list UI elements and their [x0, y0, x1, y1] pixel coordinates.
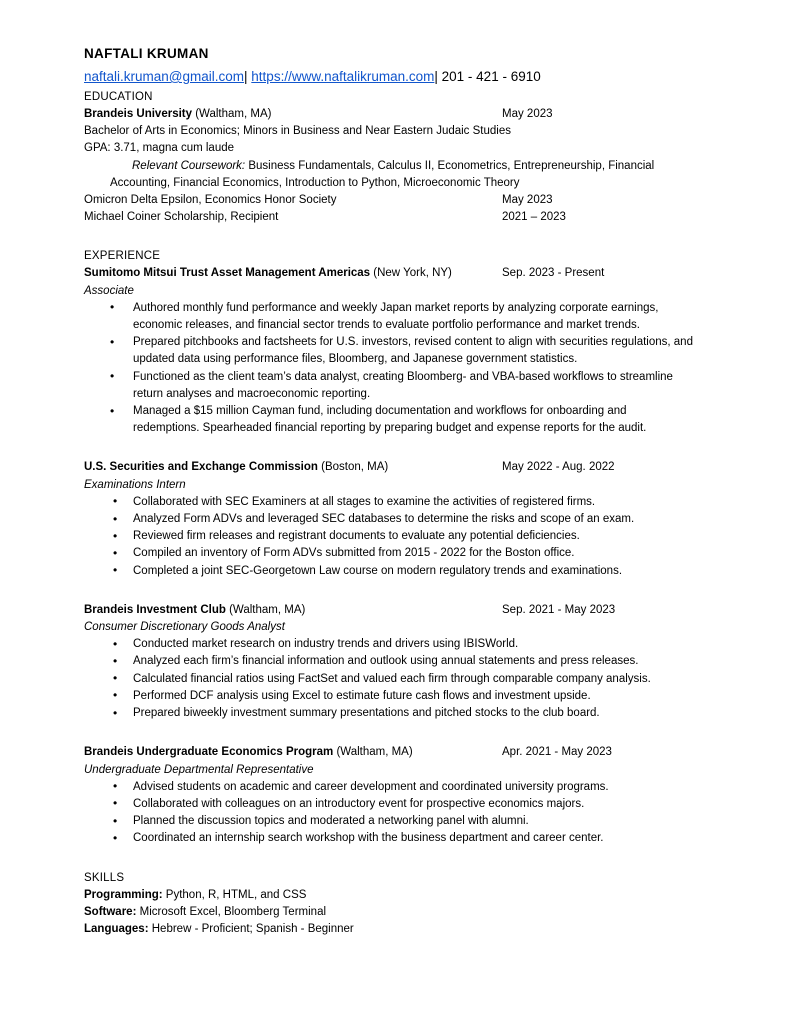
job-date: Sep. 2021 - May 2023: [502, 603, 616, 616]
list-item: • Analyzed Form ADVs and leveraged SEC databases to determine the risks and scope of an exam.: [84, 511, 695, 528]
list-item: • Coordinated an internship search workshop with the business department and career center.: [84, 830, 695, 847]
job-bullet-list: [84, 300, 695, 438]
job-title: Associate: [84, 284, 134, 297]
gpa-text: GPA: 3.71, magna cum laude: [84, 142, 235, 155]
spacer: [84, 437, 695, 459]
honor-row: [84, 192, 695, 209]
section-heading-experience: EXPERIENCE: [84, 250, 161, 263]
degree-text: Bachelor of Arts in Economics; Minors in Business and Near Eastern Judaic Studies: [84, 125, 511, 138]
skills-row: [84, 921, 695, 938]
job-header-row: [84, 265, 695, 282]
job-organization: Sumitomo Mitsui Trust Asset Management Americas: [84, 267, 371, 280]
job-organization: U.S. Securities and Exchange Commission: [84, 461, 318, 474]
honor-text: Omicron Delta Epsilon, Economics Honor Society: [84, 194, 337, 207]
website-link[interactable]: https://www.naftalikruman.com: [251, 69, 435, 84]
list-item: • Collaborated with SEC Examiners at all stages to examine the activities of registered firms.: [84, 494, 695, 511]
job-bullet-list: [84, 636, 695, 722]
job-header-row: [84, 602, 695, 619]
section-heading-education: EDUCATION: [84, 91, 153, 103]
coursework-value: Business Fundamentals, Calculus II, Econometrics, Entrepreneurship, Financial Accounting, Financial Economics, Introduction to Python, Microeconomic Theory: [110, 159, 655, 189]
experience-entry: [84, 744, 695, 847]
job-bullet-list: [84, 494, 695, 580]
relevant-coursework-row: [84, 158, 695, 192]
list-item: • Prepared biweekly investment summary presentations and pitched stocks to the club board.: [84, 705, 695, 722]
list-item: • Calculated financial ratios using FactSet and valued each firm through comparable company analysis.: [84, 671, 695, 688]
page-title: NAFTALI KRUMAN: [84, 46, 209, 61]
job-location: (Waltham, MA): [336, 746, 413, 759]
spacer: [84, 580, 695, 602]
list-item: • Analyzed each firm’s financial information and outlook using annual statements and press releases.: [84, 653, 695, 670]
job-title: Examinations Intern: [84, 478, 186, 491]
skills-label: Software:: [84, 905, 137, 918]
section-heading-skills: SKILLS: [84, 871, 125, 884]
phone-number: 201 - 421 - 6910: [441, 69, 541, 84]
education-school-row: [84, 106, 695, 123]
experience-entry: [84, 602, 695, 722]
list-item: • Performed DCF analysis using Excel to estimate future cash flows and investment upside.: [84, 688, 695, 705]
job-header-row: [84, 459, 695, 476]
job-date: May 2022 - Aug. 2022: [502, 461, 615, 474]
job-bullet-list: [84, 779, 695, 848]
skills-row: [84, 887, 695, 904]
job-title: Consumer Discretionary Goods Analyst: [84, 621, 285, 634]
email-link[interactable]: naftali.kruman@gmail.com: [84, 69, 245, 84]
job-organization: Brandeis Undergraduate Economics Program: [84, 746, 334, 759]
list-item: • Completed a joint SEC-Georgetown Law course on modern regulatory trends and examinations.: [84, 563, 695, 580]
job-location: (New York, NY): [373, 267, 452, 280]
spacer: [84, 722, 695, 744]
spacer: [84, 226, 695, 248]
list-item: • Prepared pitchbooks and factsheets for U.S. investors, revised content to align with securities regulations, and updated data using performance files, Bloomberg, and Japanese government statistics.: [84, 334, 695, 368]
list-item: • Advised students on academic and career development and coordinated university programs.: [84, 779, 695, 796]
school-location: (Waltham, MA): [195, 108, 272, 120]
list-item: • Collaborated with colleagues on an introductory event for prospective economics majors.: [84, 796, 695, 813]
job-location: (Waltham, MA): [229, 603, 306, 616]
job-organization: Brandeis Investment Club: [84, 603, 226, 616]
honor-date: 2021 – 2023: [502, 211, 566, 224]
coursework-label: Relevant Coursework:: [132, 159, 246, 172]
school-name: Brandeis University: [84, 108, 193, 120]
contact-separator-2: |: [434, 69, 438, 84]
job-date: Sep. 2023 - Present: [502, 267, 605, 280]
job-title: Undergraduate Departmental Representative: [84, 763, 314, 776]
spacer: [84, 848, 695, 870]
skills-value: Python, R, HTML, and CSS: [165, 888, 307, 901]
contact-line: [84, 66, 695, 87]
experience-entry: [84, 459, 695, 579]
job-header-row: [84, 744, 695, 761]
skills-label: Programming:: [84, 888, 163, 901]
school-date: May 2023: [502, 108, 553, 120]
job-date: Apr. 2021 - May 2023: [502, 746, 612, 759]
honor-text: Michael Coiner Scholarship, Recipient: [84, 211, 279, 224]
list-item: • Reviewed firm releases and registrant documents to evaluate any potential deficiencies.: [84, 528, 695, 545]
list-item: • Functioned as the client team’s data analyst, creating Bloomberg- and VBA-based workflows to streamline return analyses and macroeconomic reporting.: [84, 369, 695, 403]
contact-separator-1: |: [244, 69, 248, 84]
skills-value: Microsoft Excel, Bloomberg Terminal: [139, 905, 327, 918]
list-item: • Planned the discussion topics and moderated a networking panel with alumni.: [84, 813, 695, 830]
list-item: • Authored monthly fund performance and weekly Japan market reports by analyzing corporate earnings, economic releases, and financial sector trends to evaluate portfolio performance and market trends.: [84, 300, 695, 334]
honor-date: May 2023: [502, 194, 553, 207]
list-item: • Conducted market research on industry trends and drivers using IBISWorld.: [84, 636, 695, 653]
skills-value: Hebrew - Proficient; Spanish - Beginner: [151, 922, 354, 935]
job-location: (Boston, MA): [321, 461, 389, 474]
experience-entry: [84, 265, 695, 437]
list-item: • Compiled an inventory of Form ADVs submitted from 2015 - 2022 for the Boston office.: [84, 545, 695, 562]
list-item: • Managed a $15 million Cayman fund, including documentation and workflows for onboarding and redemptions. Spearheaded financial reporting by preparing budget and expense reports for the audit.: [84, 403, 695, 437]
honor-row: [84, 209, 695, 226]
skills-label: Languages:: [84, 922, 149, 935]
skills-row: [84, 904, 695, 921]
